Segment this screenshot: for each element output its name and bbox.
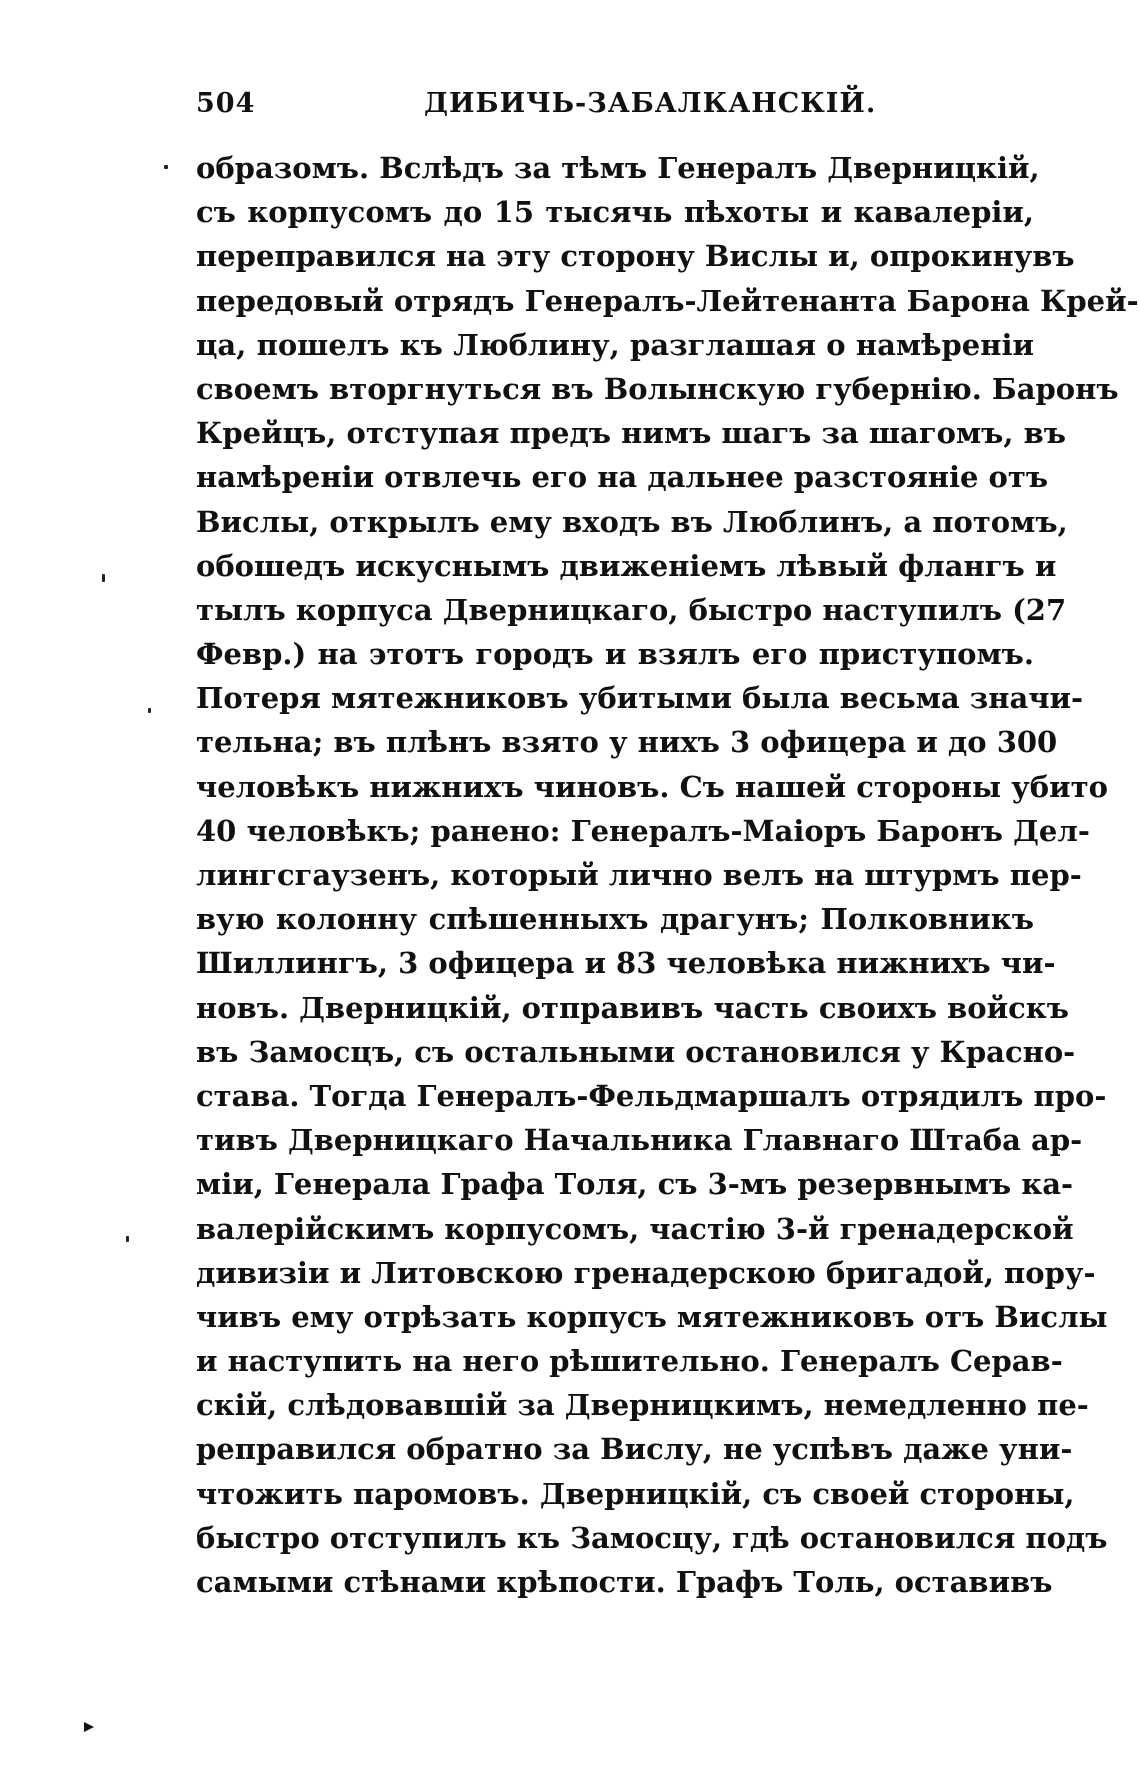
text-line: самыми стѣнами крѣпости. Графъ Толь, оставивъ bbox=[196, 1565, 1053, 1599]
text-line: быстро отступилъ къ Замосцу, гдѣ остановился подъ bbox=[196, 1520, 1108, 1555]
text-line: передовый отрядъ Генералъ-Лейтенанта Барона Крей- bbox=[196, 283, 1139, 318]
text-line: Февр.) на этотъ городъ и взялъ его приступомъ. bbox=[196, 637, 1034, 672]
text-line: человѣкъ нижнихъ чиновъ. Съ нашей стороны убито bbox=[196, 769, 1108, 804]
margin-mark bbox=[126, 1236, 129, 1242]
text-line: вую колонну спѣшенныхъ драгунъ; Полковникъ bbox=[196, 902, 1034, 937]
text-line: става. Тогда Генералъ-Фельдмаршалъ отрядилъ про- bbox=[196, 1078, 1107, 1113]
text-line: своемъ вторгнуться въ Волынскую губернію. Баронъ bbox=[196, 371, 1119, 406]
body-text bbox=[196, 146, 1139, 1604]
text-line: новъ. Дверницкій, отправивъ часть своихъ войскъ bbox=[196, 990, 1069, 1025]
text-line: Крейцъ, отступая предъ нимъ шагъ за шагомъ, въ bbox=[196, 416, 1066, 451]
text-line: 40 человѣкъ; ранено: Генералъ-Маіоръ Баронъ Дел- bbox=[196, 813, 1090, 848]
text-line: реправился обратно за Вислу, не успѣвъ даже уни- bbox=[196, 1432, 1073, 1467]
text-line: переправился на эту сторону Вислы и, опрокинувъ bbox=[196, 239, 1075, 274]
running-head bbox=[196, 88, 1034, 128]
margin-mark bbox=[148, 708, 151, 713]
text-line: Вислы, открылъ ему входъ въ Люблинъ, а потомъ, bbox=[196, 504, 1068, 539]
text-line: образомъ. Вслѣдъ за тѣмъ Генералъ Дверницкій, bbox=[196, 151, 1040, 185]
text-line: съ корпусомъ до 15 тысячь пѣхоты и кавалеріи, bbox=[196, 195, 1034, 230]
margin-mark bbox=[164, 165, 168, 169]
text-line: міи, Генерала Графа Толя, съ 3-мъ резервнымъ ка- bbox=[196, 1167, 1074, 1202]
text-line: Потеря мятежниковъ убитыми была весьма значи- bbox=[196, 681, 1084, 716]
text-line: ца, пошелъ къ Люблину, разглашая о намѣреніи bbox=[196, 327, 1034, 362]
text-line: обошедъ искуснымъ движеніемъ лѣвый флангъ и bbox=[196, 548, 1057, 583]
running-title: ДИБИЧЬ-ЗАБАЛКАНСКІЙ. bbox=[424, 88, 877, 119]
text-line: валерійскимъ корпусомъ, частію 3-й гренадерской bbox=[196, 1211, 1074, 1246]
text-line: Шиллингъ, 3 офицера и 83 человѣка нижнихъ чи- bbox=[196, 946, 1056, 981]
margin-mark bbox=[102, 574, 105, 582]
text-line: и наступить на него рѣшительно. Генералъ Серав- bbox=[196, 1344, 1063, 1379]
margin-mark bbox=[84, 1722, 94, 1732]
text-line: лингсгаузенъ, который лично велъ на штурмъ пер- bbox=[196, 858, 1082, 892]
page-number: 504 bbox=[196, 88, 256, 119]
text-line: скій, слѣдовавшій за Дверницкимъ, немедленно пе- bbox=[196, 1388, 1089, 1423]
text-line: въ Замосцъ, съ остальными остановился у Красно- bbox=[196, 1034, 1076, 1069]
text-line: тивъ Дверницкаго Начальника Главнаго Штаба ар- bbox=[196, 1123, 1083, 1158]
text-line: намѣреніи отвлечь его на дальнее разстояніе отъ bbox=[196, 460, 1049, 495]
text-line: чивъ ему отрѣзать корпусъ мятежниковъ отъ Вислы bbox=[196, 1299, 1108, 1334]
text-line: чтожить паромовъ. Дверницкій, съ своей стороны, bbox=[196, 1476, 1075, 1511]
text-line: дивизіи и Литовскою гренадерскою бригадой, пору- bbox=[196, 1255, 1096, 1290]
text-line: тельна; въ плѣнъ взято у нихъ 3 офицера и до 300 bbox=[196, 725, 1058, 760]
text-line: тылъ корпуса Дверницкаго, быстро наступилъ (27 bbox=[196, 592, 1067, 627]
